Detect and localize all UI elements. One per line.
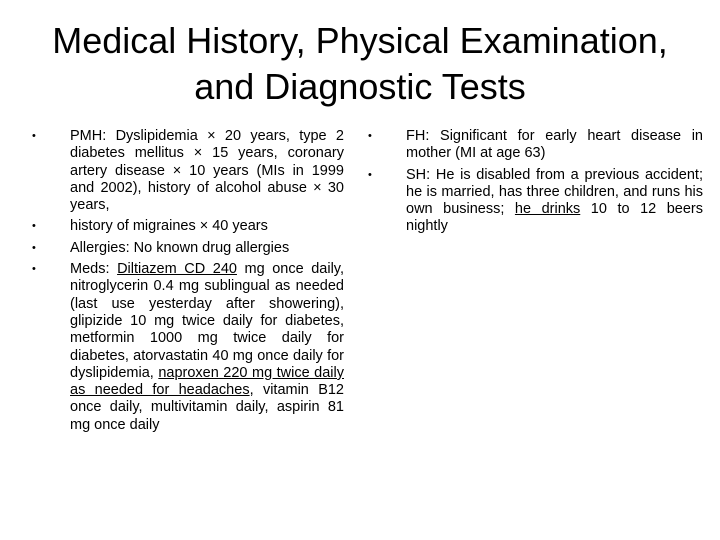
left-bullet-list	[30, 128, 344, 434]
bullet-icon: •	[32, 220, 36, 233]
meds-prefix: Meds:	[70, 261, 118, 278]
fh-item	[366, 128, 703, 163]
bullet-icon: •	[32, 241, 36, 254]
sh-drinks-underlined: he drinks	[514, 201, 581, 218]
sh-prefix: SH: He is disabled from a previous accident; he is married, has three children, and runs his own business;	[406, 166, 703, 218]
meds-suffix: , vitamin B12 once daily, multivitamin daily, aspirin 81 mg once daily	[70, 382, 344, 433]
pmh-item	[30, 128, 344, 214]
allergies-text: Allergies: No known drug allergies	[70, 239, 290, 256]
bullet-icon: •	[32, 130, 36, 142]
meds-middle: mg once daily, nitroglycerin 0.4 mg sublingual as needed (last use yesterday after showering), glipizide 10 mg twice daily for diabetes, metformin 1000 mg twice daily for diabetes, atorvastatin 40 mg once daily for dyslipidemia,	[70, 261, 344, 381]
right-bullet-list	[366, 128, 703, 236]
slide-title	[20, 18, 700, 110]
meds-item	[30, 261, 344, 434]
allergies-item	[30, 240, 344, 257]
sh-suffix: 10 to 12 beers nightly	[406, 201, 703, 235]
left-column	[30, 128, 344, 438]
meds-naproxen-underlined: naproxen 220 mg twice daily as needed for headaches	[70, 364, 344, 399]
sh-item	[366, 167, 703, 236]
bullet-icon: •	[32, 263, 36, 276]
bullet-icon: •	[368, 168, 372, 181]
migraines-item	[30, 218, 344, 235]
migraines-text: history of migraines × 40 years	[70, 218, 268, 235]
title-line-1: Medical History, Physical Examination,	[52, 20, 668, 61]
bullet-icon: •	[368, 130, 372, 142]
title-line-2: and Diagnostic Tests	[194, 66, 526, 107]
pmh-text: PMH: Dyslipidemia × 20 years, type 2 diabetes mellitus × 15 years, coronary artery disease × 10 years (MIs in 1999 and 2002), history of alcohol abuse × 30 years,	[70, 128, 344, 214]
fh-text: FH: Significant for early heart disease in mother (MI at age 63)	[406, 128, 703, 162]
meds-diltiazem-underlined: Diltiazem CD 240	[117, 261, 237, 278]
right-column	[366, 128, 703, 240]
